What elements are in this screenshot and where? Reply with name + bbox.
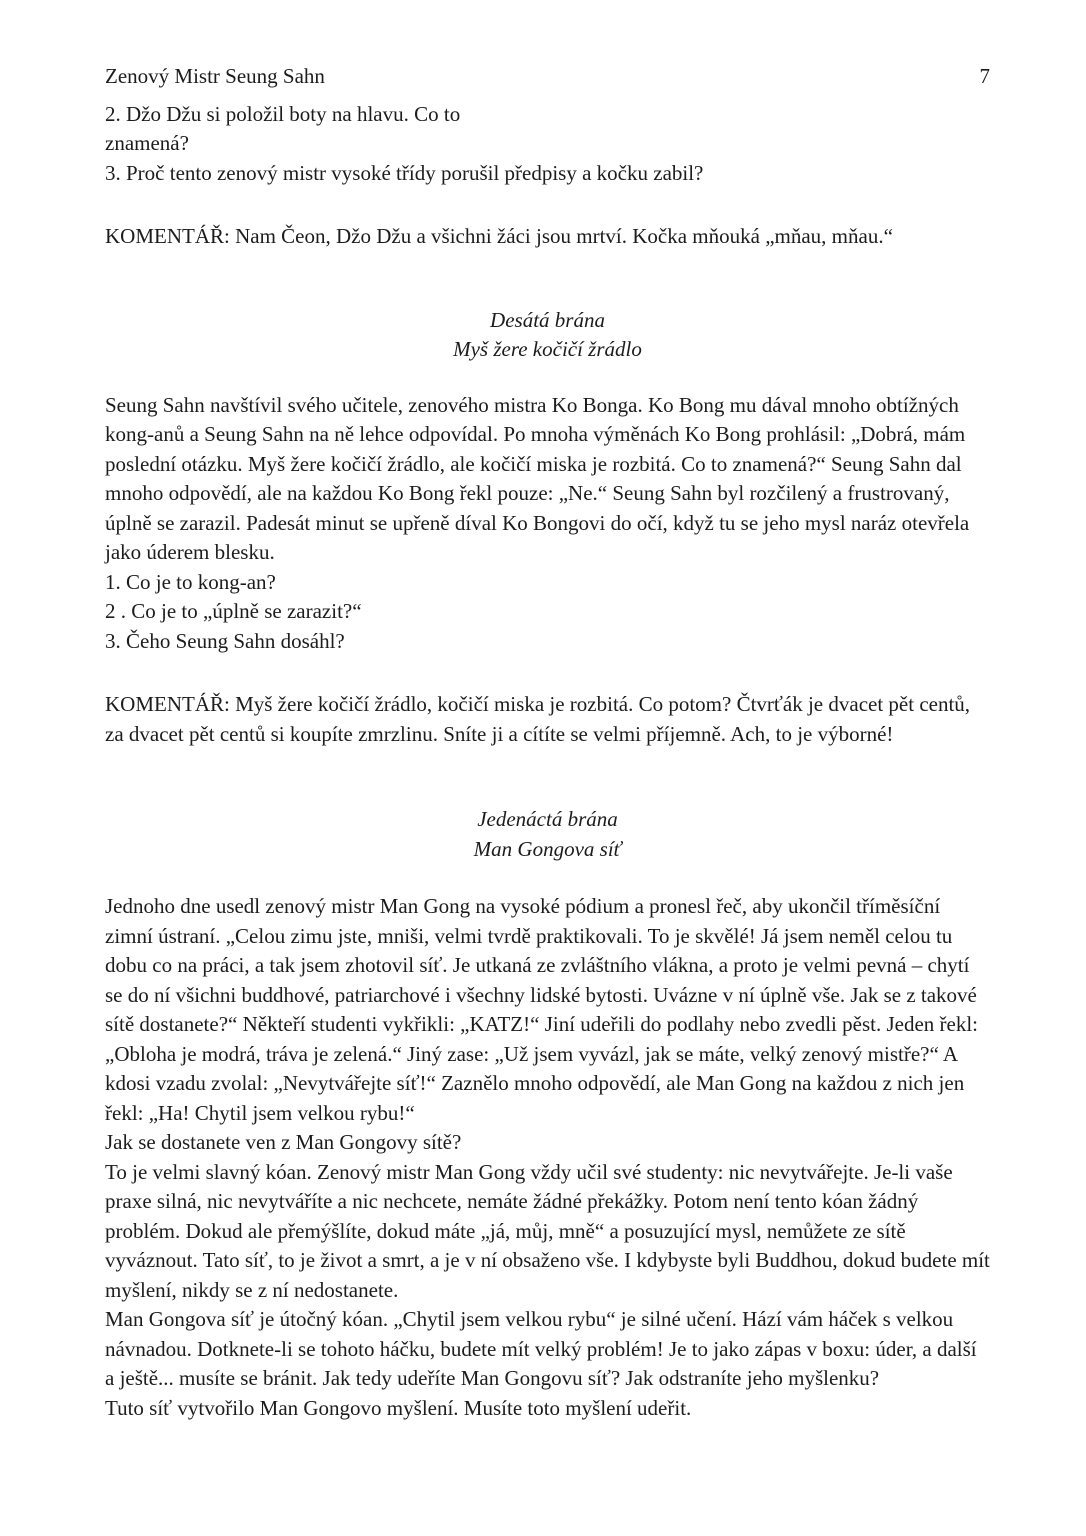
- running-header: [105, 62, 990, 92]
- page-number: 7: [979, 64, 990, 88]
- gate10-heading-block: [105, 306, 990, 365]
- gate11-title: Jedenáctá brána: [477, 807, 618, 831]
- text-column: [105, 100, 990, 1424]
- gate9-question3: 3. Proč tento zenový mistr vysoké třídy porušil předpisy a kočku zabil?: [105, 160, 704, 185]
- gate11-heading-block: [105, 805, 990, 864]
- gate11-subtitle: Man Gongova síť: [473, 836, 622, 861]
- gate9-comment: KOMENTÁŘ: Nam Čeon, Džo Džu a všichni žáci jsou mrtví. Kočka mňouká „mňau, mňau.“: [105, 224, 893, 248]
- gate11-paragraph1: Jednoho dne usedl zenový mistr Man Gong na vysoké pódium a pronesl řeč, aby ukončil tříměsíční zimní ústraní. „Celou zimu jste, mniši, velmi tvrdě praktikovali. To je skvělé! Já jsem neměl celou tu dobu co na práci, a tak jsem zhotovil síť. Je utkaná ze zvláštního vlákna, a proto je velmi pevná – chytí se do ní všichni buddhové, patriarchové i všechny lidské bytosti. Uvázne v ní úplně vše. Jak se z takové sítě dostanete?“ Někteří studenti vykřikli: „KATZ!“ Jiní udeřili do podlahy nebo zvedli pěst. Jeden řekl: „Obloha je modrá, tráva je zelená.“ Jiný zase: „Už jsem vyvázl, jak se máte, velký zenový mistře?“ A kdosi vzadu zvolal: „Nevytvářejte síť!“ Zaznělo mnoho odpovědí, ale Man Gong na každou z nich jen řekl: „Ha! Chytil jsem velkou rybu!“: [105, 894, 979, 1125]
- gate10-question1: 1. Co je to kong-an?: [105, 569, 276, 594]
- gate10-comment: KOMENTÁŘ: Myš žere kočičí žrádlo, kočičí miska je rozbitá. Co potom? Čtvrťák je dvacet pět centů, za dvacet pět centů si koupíte zmrzlinu. Sníte ji a cítíte se velmi příjemně. Ach, to je výborné!: [105, 692, 971, 746]
- gate11-question: Jak se dostanete ven z Man Gongovy sítě?: [105, 1130, 462, 1154]
- gate10-question2: 2 . Co je to „úplně se zarazit?“: [105, 599, 362, 623]
- gate9-question2-line1: 2. Džo Džu si položil boty na hlavu. Co to: [105, 101, 461, 126]
- running-header-title: Zenový Mistr Seung Sahn: [105, 64, 325, 88]
- gate10-body: Seung Sahn navštívil svého učitele, zenového mistra Ko Bonga. Ko Bong mu dával mnoho obtížných kong-anů a Seung Sahn na ně lehce odpovídal. Po mnoha výměnách Ko Bong prohlásil: „Dobrá, mám poslední otázku. Myš žere kočičí žrádlo, ale kočičí miska je rozbitá. Co to znamená?“ Seung Sahn dal mnoho odpovědí, ale na každou Ko Bong řekl pouze: „Ne.“ Seung Sahn byl rozčilený a frustrovaný, úplně se zarazil. Padesát minut se upřeně díval Ko Bongovi do očí, když tu se jeho mysl naráz otevřela jako úderem blesku.: [105, 392, 970, 564]
- gate10-subtitle: Myš žere kočičí žrádlo: [453, 337, 642, 361]
- gate11-paragraph2: To je velmi slavný kóan. Zenový mistr Man Gong vždy učil své studenty: nic nevytvářejte. Je-li vaše praxe silná, nic nevytváříte a nic nechcete, nemáte žádné překážky. Potom není tento kóan žádný problém. Dokud ale přemýšlíte, dokud máte „já, můj, mně“ a posuzující mysl, nemůžete ze sítě vyváznout. Tato síť, to je život a smrt, a je v ní obsaženo vše. I kdybyste byli Buddhou, dokud budete mít myšlení, nikdy se z ní nedostanete.: [105, 1159, 990, 1302]
- gate10-title: Desátá brána: [490, 307, 605, 332]
- gate10-question3: 3. Čeho Seung Sahn dosáhl?: [105, 628, 345, 653]
- gate11-paragraph3: Man Gongova síť je útočný kóan. „Chytil jsem velkou rybu“ je silné učení. Hází vám háček s velkou návnadou. Dotknete-li se tohoto háčku, budete mít velký problém! Je to jako zápas v boxu: úder, a další a ještě... musíte se bránit. Jak tedy udeříte Man Gongovu síť? Jak odstraníte jeho myšlenku?: [105, 1307, 977, 1390]
- gate9-question2-line2: znamená?: [105, 131, 189, 155]
- gate11-paragraph4: Tuto síť vytvořilo Man Gongovo myšlení. Musíte toto myšlení udeřit.: [105, 1395, 692, 1420]
